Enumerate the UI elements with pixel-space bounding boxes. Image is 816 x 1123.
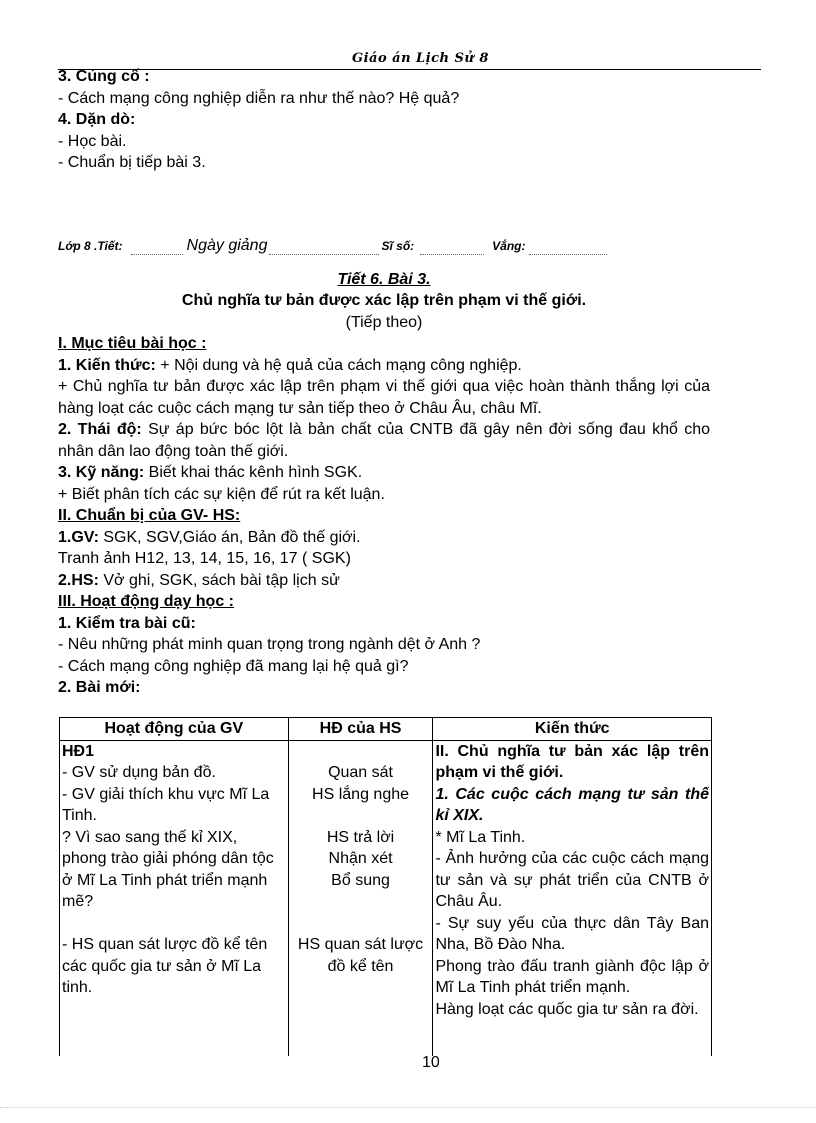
kt-heading: II. Chủ nghĩa tư bản xác lập trên phạm vi thế giới. (435, 742, 709, 781)
kt-line: Phong trào đấu tranh giành độc lập ở Mĩ La Tinh phát triển mạnh. (435, 957, 709, 996)
content (58, 66, 710, 699)
ky-nang-label: 3. Kỹ năng: (58, 464, 145, 481)
ngay-giang-label: Ngày giảng (186, 236, 268, 254)
hs-line: HS quan sát lược đồ kể tên (297, 936, 424, 975)
kt-line: - Ảnh hưởng của các cuộc cách mạng tư sản và sự phát triển của CNTB ở Châu Âu. (435, 850, 709, 910)
vang-label: Vắng: (492, 238, 526, 253)
kien-thuc-more: + Chủ nghĩa tư bản được xác lập trên phạm vi thế giới qua việc hoàn thành thắng lợi của hàng loạt các cuộc cách mạng tư sản tiếp theo ở Châu Âu, châu Mĩ. (58, 378, 710, 417)
lesson-number: Tiết 6. Bài 3. (337, 270, 431, 288)
header-hs: HĐ của HS (288, 718, 433, 741)
kiem-tra-heading: 1. Kiểm tra bài cũ: (58, 614, 196, 632)
gv-line: - GV sử dụng bản đồ. (62, 764, 216, 781)
bai-moi-heading: 2. Bài mới: (58, 679, 141, 696)
kiem-tra-item: - Nêu những phát minh quan trọng trong ngành dệt ở Anh ? (58, 636, 481, 653)
gv-text: SGK, SGV,Giáo án, Bản đồ thế giới. (98, 528, 361, 546)
cung-co-text: - Cách mạng công nghiệp diễn ra như thế nào? Hệ quả? (58, 89, 460, 107)
section2-heading: II. Chuẩn bị của GV- HS: (58, 507, 241, 524)
ky-nang-text: Biết khai thác kênh hình SGK. (144, 464, 363, 481)
page-number: 10 (422, 1054, 440, 1071)
thai-do-text: Sự áp bức bóc lột là bản chất của CNTB đã gây nên đời sống đau khổ cho nhân dân lao động toàn thế giới. (58, 421, 711, 460)
gv-label: 1.GV: (58, 528, 99, 546)
gv-line: ? Vì sao sang thế kỉ XIX, phong trào giải phóng dân tộc ở Mĩ La Tinh phát triển mạnh mẽ? (62, 828, 274, 910)
kien-thuc-cell (433, 740, 712, 1056)
kt-subheading: 1. Các cuộc cách mạng tư sản thế kỉ XIX. (435, 785, 709, 824)
dan-do-heading: 4. Dặn dò: (58, 111, 136, 128)
activity-table (59, 717, 712, 1056)
hs-text: Vở ghi, SGK, sách bài tập lịch sử (98, 571, 340, 589)
hs-line: HS lắng nghe (312, 785, 410, 803)
cung-co-heading: 3. Củng cố : (58, 68, 150, 85)
gv-more: Tranh ảnh H12, 13, 14, 15, 16, 17 ( SGK) (58, 550, 351, 567)
header-kien-thuc: Kiến thức (433, 718, 712, 741)
hs-line: Nhận xét (328, 850, 393, 867)
footer-rule (0, 1107, 816, 1108)
kien-thuc-label: 1. Kiến thức: (58, 356, 156, 374)
dan-do-item: - Học bài. (58, 132, 127, 150)
gv-line: - HS quan sát lược đồ kể tên các quốc gia tư sản ở Mĩ La tinh. (62, 936, 268, 996)
table-row (60, 740, 712, 1056)
hs-line: Bổ sung (331, 871, 390, 889)
section1-heading: I. Mục tiêu bài học : (58, 335, 207, 352)
gv-cell (60, 740, 289, 1056)
si-so-label: Sĩ số: (381, 238, 415, 253)
table-header-row (60, 718, 712, 741)
lesson-info-line (58, 237, 710, 255)
hs-label: 2.HS: (58, 571, 99, 589)
gv-line: - GV giải thích khu vực Mĩ La Tinh. (62, 785, 270, 824)
ky-nang-more: + Biết phân tích các sự kiện để rút ra kết luận. (58, 485, 385, 503)
kien-thuc-text: + Nội dung và hệ quả của cách mạng công nghiệp. (155, 356, 522, 374)
dan-do-item: - Chuẩn bị tiếp bài 3. (58, 154, 206, 171)
hs-line: HS trả lời (326, 828, 395, 846)
header-title: Giáo án Lịch Sử 8 (352, 51, 489, 66)
lop-label: Lớp 8 .Tiết: (58, 238, 123, 253)
hs-cell (288, 740, 433, 1056)
kt-line: * Mĩ La Tinh. (435, 828, 526, 846)
kt-line: - Sự suy yếu của thực dân Tây Ban Nha, Bồ Đào Nha. (435, 914, 709, 953)
thai-do-label: 2. Thái độ: (58, 421, 142, 438)
kt-line: Hàng loạt các quốc gia tư sản ra đời. (435, 1000, 699, 1018)
hs-line: Quan sát (328, 764, 393, 781)
hd-label: HĐ1 (62, 742, 95, 760)
lesson-subtitle: (Tiếp theo) (345, 313, 423, 331)
kiem-tra-item: - Cách mạng công nghiệp đã mang lại hệ quả gì? (58, 657, 409, 675)
header-gv: Hoạt động của GV (60, 718, 289, 741)
section3-heading: III. Hoạt động dạy học : (58, 593, 234, 610)
lesson-title: Chủ nghĩa tư bản được xác lập trên phạm vi thế giới. (181, 292, 587, 309)
